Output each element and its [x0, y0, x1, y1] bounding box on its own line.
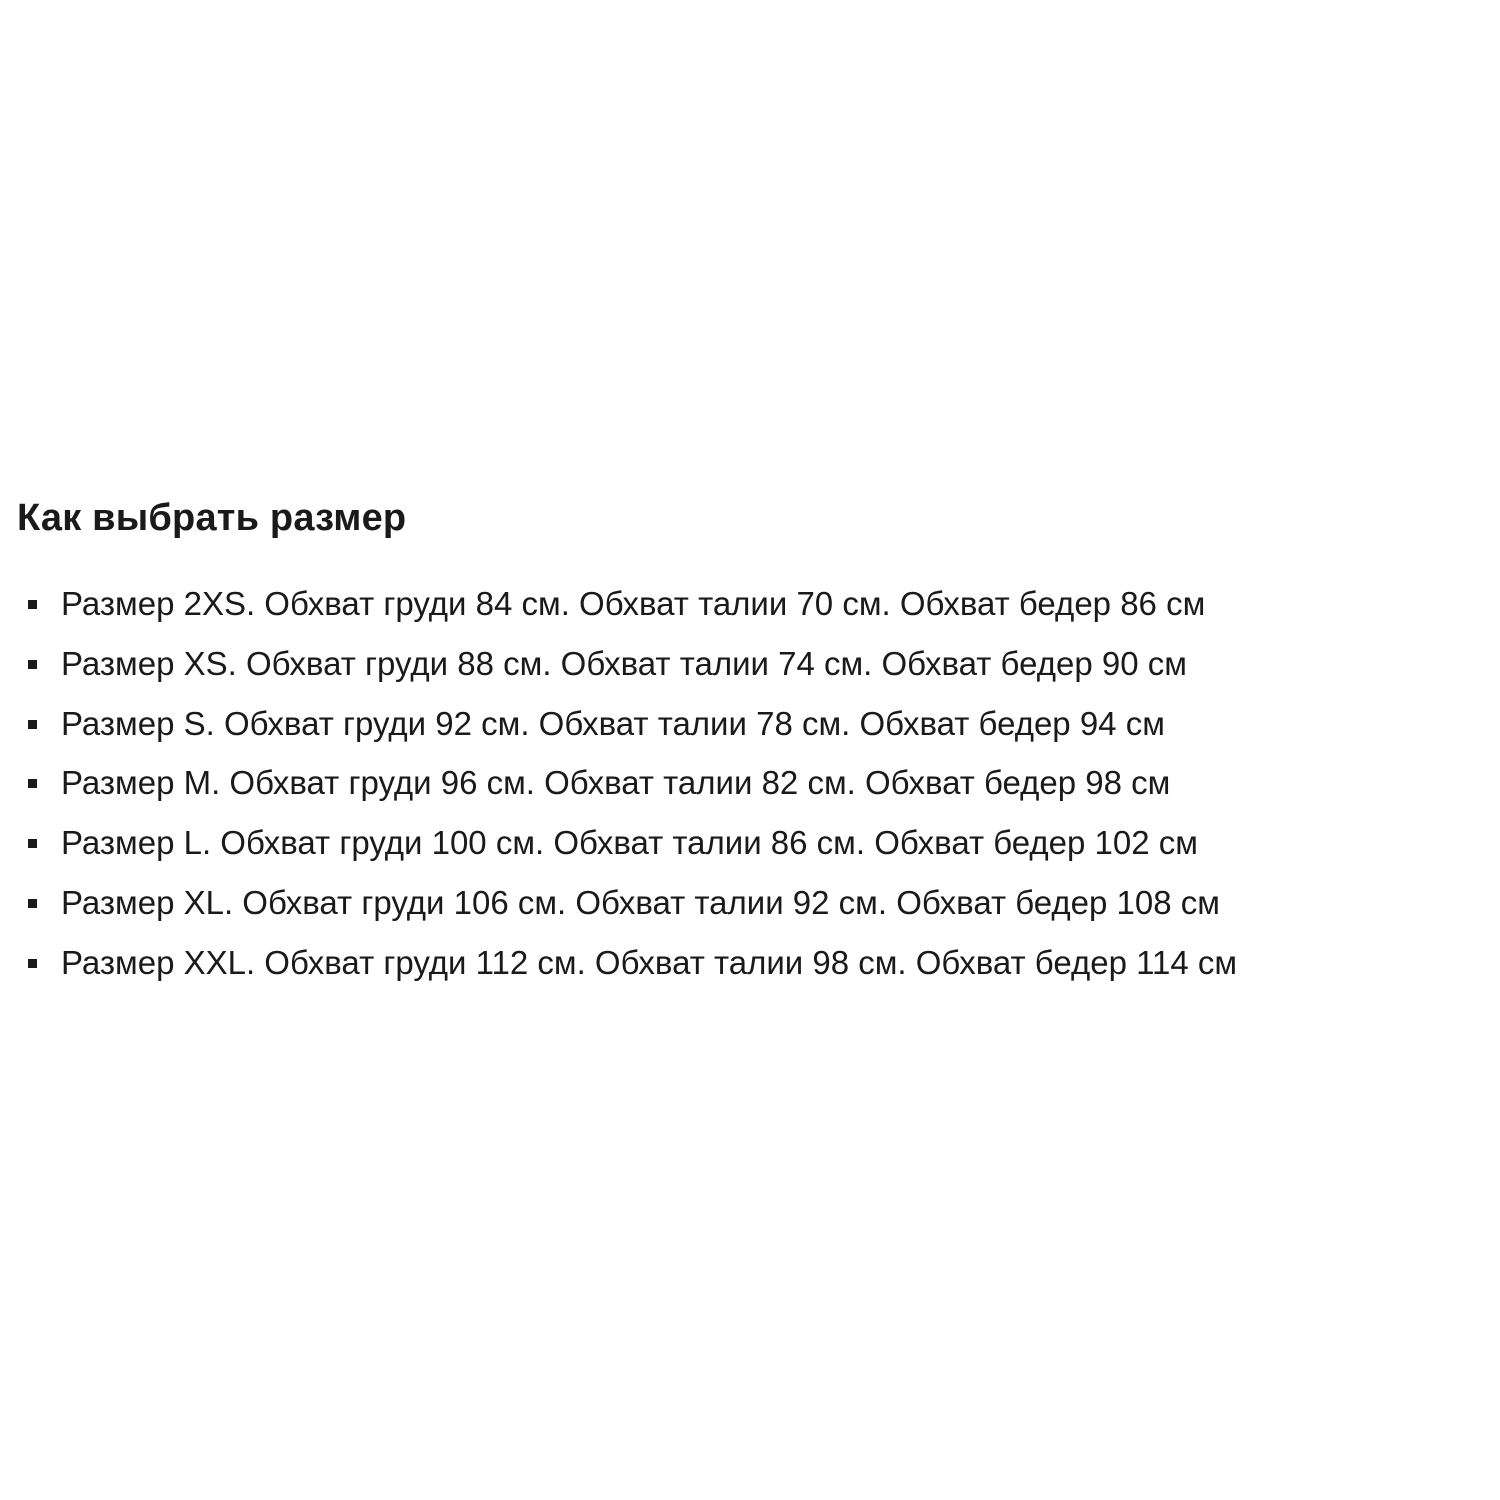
- size-item-text: Размер 2XS. Обхват груди 84 см. Обхват талии 70 см. Обхват бедер 86 см: [61, 585, 1206, 622]
- bullet-icon: [28, 779, 37, 788]
- size-item-text: Размер S. Обхват груди 92 см. Обхват талии 78 см. Обхват бедер 94 см: [61, 704, 1165, 742]
- size-item-text: Размер M. Обхват груди 96 см. Обхват талии 82 см. Обхват бедер 98 см: [61, 764, 1171, 802]
- bullet-icon: [28, 839, 37, 848]
- size-item-text: Размер XL. Обхват груди 106 см. Обхват талии 92 см. Обхват бедер 108 см: [61, 883, 1220, 921]
- bullet-icon: [28, 660, 37, 669]
- bullet-icon: [28, 959, 37, 968]
- bullet-icon: [28, 600, 37, 609]
- size-item-text: Размер XS. Обхват груди 88 см. Обхват талии 74 см. Обхват бедер 90 см: [61, 644, 1187, 682]
- bullet-icon: [28, 899, 37, 908]
- size-item-text: Размер XXL. Обхват груди 112 см. Обхват талии 98 см. Обхват бедер 114 см: [61, 943, 1238, 981]
- size-item-text: Размер L. Обхват груди 100 см. Обхват талии 86 см. Обхват бедер 102 см: [61, 824, 1198, 862]
- page-title: Как выбрать размер: [17, 497, 407, 539]
- bullet-icon: [28, 720, 37, 729]
